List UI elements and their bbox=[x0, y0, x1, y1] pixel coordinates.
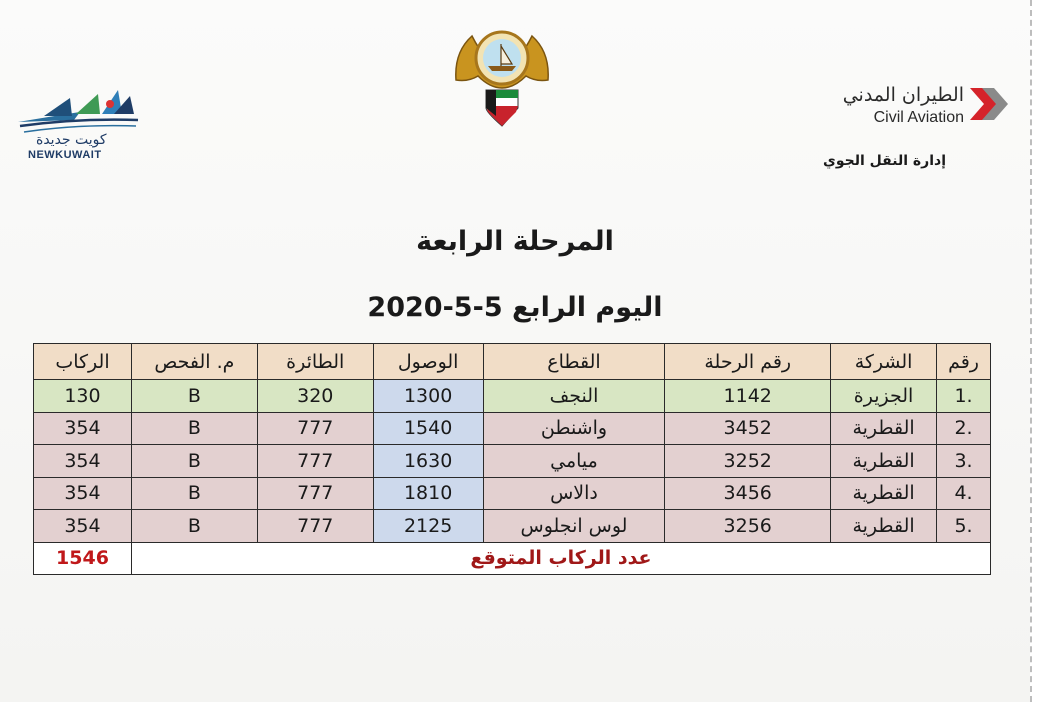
civil-aviation-chevron-icon bbox=[968, 84, 1010, 124]
cell-passengers: 354 bbox=[34, 510, 132, 543]
department-name: إدارة النقل الجوي bbox=[823, 153, 946, 169]
header-aircraft: الطائرة bbox=[257, 344, 373, 380]
newkuwait-logo bbox=[14, 86, 144, 166]
table-row bbox=[34, 412, 991, 445]
total-label: عدد الركاب المتوقع bbox=[131, 542, 990, 574]
phase-title-text: المرحلة الرابعة bbox=[416, 226, 614, 257]
cell-airline: القطرية bbox=[831, 412, 937, 445]
cell-aircraft: 777 bbox=[257, 477, 373, 510]
newkuwait-english: NEWKUWAIT bbox=[28, 149, 102, 161]
cell-airline: القطرية bbox=[831, 477, 937, 510]
header-arrival: الوصول bbox=[373, 344, 483, 380]
civil-aviation-arabic: الطيران المدني bbox=[842, 84, 964, 106]
table-row bbox=[34, 445, 991, 478]
phase-title bbox=[0, 226, 1030, 257]
header-sector: القطاع bbox=[483, 344, 665, 380]
header-index: رقم bbox=[937, 344, 991, 380]
header-flight-number: رقم الرحلة bbox=[665, 344, 831, 380]
table-row bbox=[34, 477, 991, 510]
table-row bbox=[34, 380, 991, 413]
cell-sector: ميامي bbox=[483, 445, 665, 478]
cell-passengers: 354 bbox=[34, 412, 132, 445]
cell-check-type: B bbox=[131, 477, 257, 510]
cell-arrival: 1810 bbox=[373, 477, 483, 510]
cell-check-type: B bbox=[131, 380, 257, 413]
total-row bbox=[34, 542, 991, 574]
header-passengers: الركاب bbox=[34, 344, 132, 380]
cell-index: 2. bbox=[937, 412, 991, 445]
cell-index: 3. bbox=[937, 445, 991, 478]
cell-check-type: B bbox=[131, 510, 257, 543]
cell-aircraft: 777 bbox=[257, 445, 373, 478]
cell-index: 1. bbox=[937, 380, 991, 413]
newkuwait-sails-icon bbox=[14, 86, 144, 136]
cell-airline: القطرية bbox=[831, 445, 937, 478]
day-title-text: اليوم الرابع 5-5-2020 bbox=[367, 292, 663, 323]
cell-arrival: 1540 bbox=[373, 412, 483, 445]
cell-passengers: 354 bbox=[34, 477, 132, 510]
cell-passengers: 130 bbox=[34, 380, 132, 413]
cell-check-type: B bbox=[131, 412, 257, 445]
cell-sector: لوس انجلوس bbox=[483, 510, 665, 543]
cell-flight-number: 3452 bbox=[665, 412, 831, 445]
civil-aviation-english: Civil Aviation bbox=[873, 109, 964, 126]
cell-index: 5. bbox=[937, 510, 991, 543]
kuwait-emblem-icon bbox=[448, 22, 556, 130]
cell-aircraft: 777 bbox=[257, 412, 373, 445]
header-airline: الشركة bbox=[831, 344, 937, 380]
cell-airline: الجزيرة bbox=[831, 380, 937, 413]
cell-flight-number: 3456 bbox=[665, 477, 831, 510]
cell-flight-number: 1142 bbox=[665, 380, 831, 413]
cell-airline: القطرية bbox=[831, 510, 937, 543]
cell-flight-number: 3256 bbox=[665, 510, 831, 543]
cell-sector: النجف bbox=[483, 380, 665, 413]
cell-arrival: 1630 bbox=[373, 445, 483, 478]
cell-sector: دالاس bbox=[483, 477, 665, 510]
newkuwait-arabic: كويت جديدة bbox=[36, 132, 107, 148]
cell-check-type: B bbox=[131, 445, 257, 478]
civil-aviation-logo bbox=[820, 78, 1020, 188]
cell-sector: واشنطن bbox=[483, 412, 665, 445]
cell-flight-number: 3252 bbox=[665, 445, 831, 478]
flights-table bbox=[33, 343, 991, 575]
torn-page-edge bbox=[1030, 0, 1056, 702]
day-title bbox=[0, 292, 1030, 323]
table-header-row bbox=[34, 344, 991, 380]
table-row bbox=[34, 510, 991, 543]
header-check-type: م. الفحص bbox=[131, 344, 257, 380]
total-value: 1546 bbox=[34, 542, 132, 574]
cell-aircraft: 320 bbox=[257, 380, 373, 413]
cell-index: 4. bbox=[937, 477, 991, 510]
cell-aircraft: 777 bbox=[257, 510, 373, 543]
cell-arrival: 2125 bbox=[373, 510, 483, 543]
cell-arrival: 1300 bbox=[373, 380, 483, 413]
cell-passengers: 354 bbox=[34, 445, 132, 478]
